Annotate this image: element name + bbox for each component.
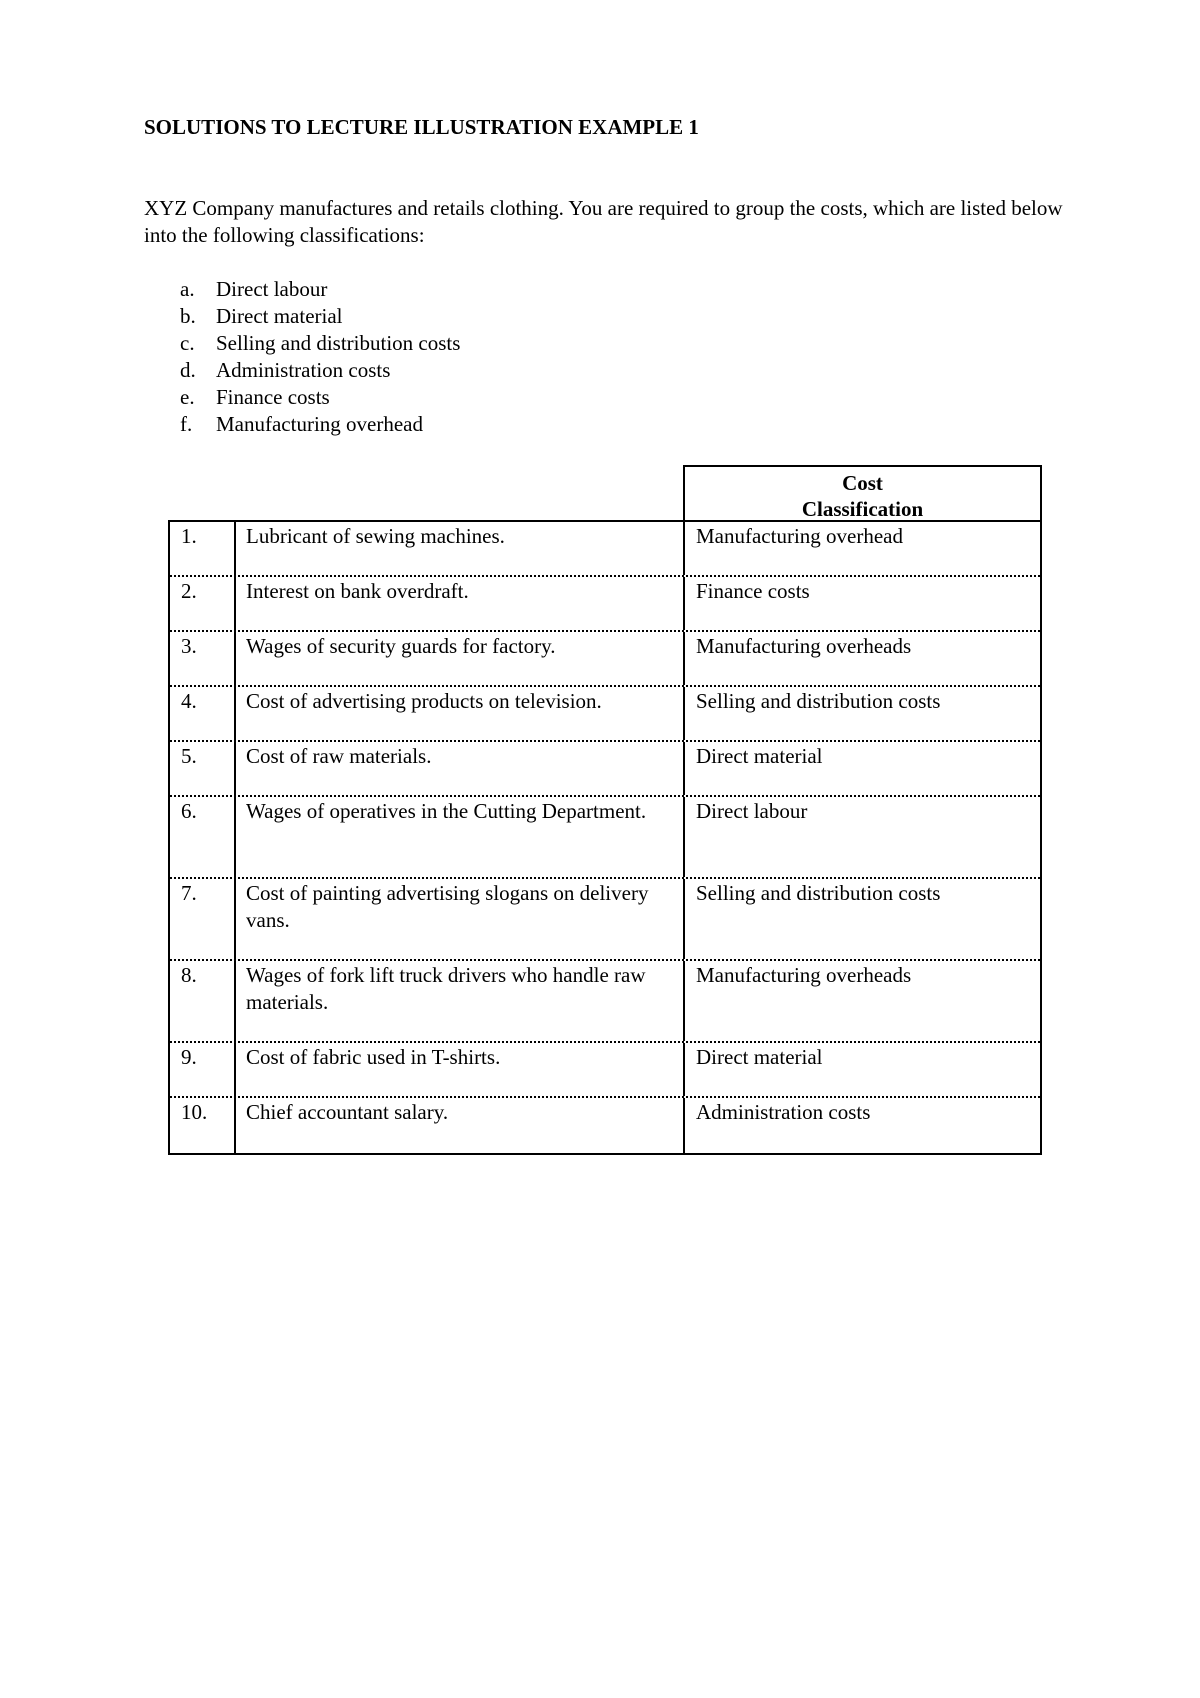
row-description: Cost of advertising products on television. xyxy=(236,687,685,740)
table-row xyxy=(170,742,1040,797)
row-description: Lubricant of sewing machines. xyxy=(236,522,685,575)
list-item-letter: b. xyxy=(180,304,196,328)
list-item xyxy=(144,303,460,330)
row-classification: Manufacturing overheads xyxy=(696,963,912,987)
table-row xyxy=(170,687,1040,742)
list-item xyxy=(144,357,460,384)
row-classification: Direct material xyxy=(696,744,823,768)
header-line-cost: Cost xyxy=(842,471,883,495)
row-classification: Manufacturing overhead xyxy=(696,524,903,548)
row-classification: Manufacturing overheads xyxy=(696,634,912,658)
row-number: 9. xyxy=(170,1043,236,1096)
row-number: 6. xyxy=(170,797,236,877)
table-header-cost-classification xyxy=(683,465,1042,520)
row-number: 4. xyxy=(170,687,236,740)
table-row xyxy=(170,961,1040,1043)
table-row xyxy=(170,577,1040,632)
row-description: Cost of fabric used in T-shirts. xyxy=(236,1043,685,1096)
classification-list xyxy=(144,276,460,438)
list-item-label: Administration costs xyxy=(216,358,391,382)
row-description: Cost of painting advertising slogans on delivery vans. xyxy=(236,879,685,959)
table-row xyxy=(170,797,1040,879)
list-item xyxy=(144,384,460,411)
page-title: SOLUTIONS TO LECTURE ILLUSTRATION EXAMPLE 1 xyxy=(144,115,699,139)
table-row xyxy=(170,632,1040,687)
table-body xyxy=(168,520,1042,1155)
list-item xyxy=(144,411,460,438)
list-item-letter: a. xyxy=(180,277,195,301)
list-item-label: Manufacturing overhead xyxy=(216,412,423,436)
list-item-label: Direct material xyxy=(216,304,343,328)
list-item xyxy=(144,276,460,303)
row-classification: Selling and distribution costs xyxy=(696,689,941,713)
row-number: 5. xyxy=(170,742,236,795)
row-number: 3. xyxy=(170,632,236,685)
row-number: 7. xyxy=(170,879,236,959)
row-description: Wages of security guards for factory. xyxy=(236,632,685,685)
list-item-letter: f. xyxy=(180,412,193,436)
table-row xyxy=(170,1098,1040,1153)
row-classification: Finance costs xyxy=(696,579,810,603)
row-description: Chief accountant salary. xyxy=(236,1098,685,1153)
row-description: Cost of raw materials. xyxy=(236,742,685,795)
list-item-letter: c. xyxy=(180,331,195,355)
table-row xyxy=(170,879,1040,961)
row-description: Wages of operatives in the Cutting Department. xyxy=(236,797,685,877)
row-classification: Selling and distribution costs xyxy=(696,881,941,905)
list-item-letter: e. xyxy=(180,385,195,409)
row-classification: Administration costs xyxy=(696,1100,871,1124)
row-number: 1. xyxy=(170,522,236,575)
row-number: 2. xyxy=(170,577,236,630)
list-item-label: Finance costs xyxy=(216,385,330,409)
list-item-letter: d. xyxy=(180,358,196,382)
list-item-label: Direct labour xyxy=(216,277,328,301)
list-item xyxy=(144,330,460,357)
list-item-label: Selling and distribution costs xyxy=(216,331,461,355)
header-line-classification: Classification xyxy=(801,497,924,521)
row-description: Wages of fork lift truck drivers who handle raw materials. xyxy=(236,961,685,1041)
row-classification: Direct labour xyxy=(696,799,808,823)
table-row xyxy=(170,1043,1040,1098)
intro-paragraph: XYZ Company manufactures and retails clothing. You are required to group the costs, which are listed below into the following classifications: xyxy=(144,196,1063,247)
row-description: Interest on bank overdraft. xyxy=(236,577,685,630)
row-number: 10. xyxy=(170,1098,236,1153)
table-row xyxy=(170,522,1040,577)
row-number: 8. xyxy=(170,961,236,1041)
row-classification: Direct material xyxy=(696,1045,823,1069)
